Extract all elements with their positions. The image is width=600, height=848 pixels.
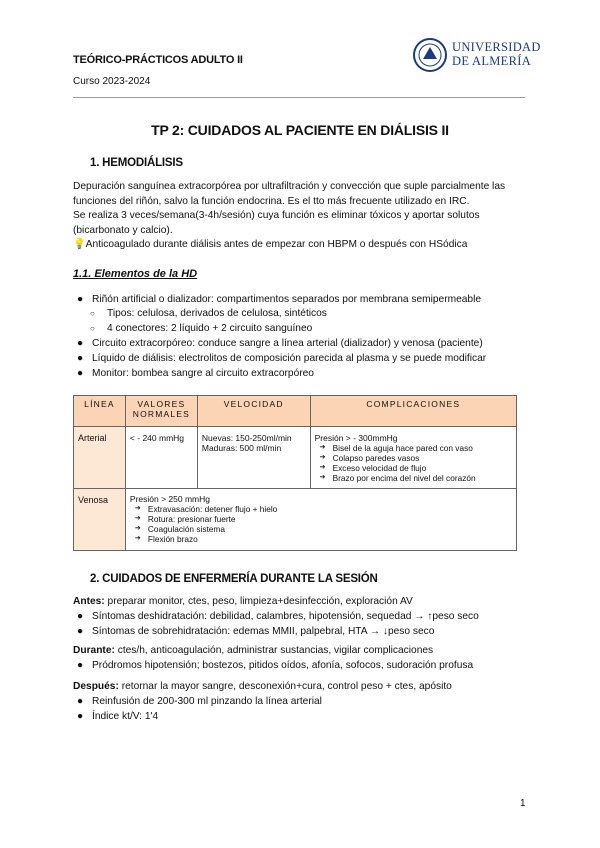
table-header-row: [74, 396, 517, 427]
paragraph-antes: [73, 595, 525, 610]
list-item: Síntomas de sobrehidratación: edemas MMII, palpebral, HTA → ↓peso seco: [92, 626, 435, 637]
list-item: ➔ Rotura: presionar fuerte: [130, 514, 512, 524]
bullet-icon: ○: [90, 324, 95, 333]
page-number: 1: [520, 798, 526, 809]
list-item: Pródromos hipotensión; bostezos, pitidos oídos, afonía, sofocos, sudoración profusa: [92, 660, 474, 671]
bullet-icon: ○: [90, 309, 95, 318]
column-header: VELOCIDAD: [197, 396, 310, 427]
complication-list: [315, 443, 512, 483]
list-item: Síntomas deshidratación: debilidad, calambres, hipotensión, sequedad → ↑peso seco: [92, 611, 479, 622]
table-cell: [197, 427, 310, 489]
section-heading-hemodialisis: 1. HEMODIÁLISIS: [90, 157, 183, 169]
table-row-venosa: [74, 489, 517, 551]
list-item: Líquido de diálisis: electrolitos de composición parecida al plasma y se puede modificar: [92, 353, 487, 364]
logo-line-1: UNIVERSIDAD: [452, 40, 541, 54]
despues-label: Después:: [73, 681, 119, 692]
bullet-icon: ●: [77, 353, 84, 364]
university-seal-icon: [412, 37, 448, 73]
bullet-icon: ●: [77, 294, 84, 305]
course-title: TEÓRICO-PRÁCTICOS ADULTO II: [73, 54, 243, 66]
anticoagulation-note: 💡Anticoagulado durante diálisis antes de empezar con HBPM o después con HSódica: [73, 239, 468, 250]
complication-title: Presión > 250 mmHg: [129, 494, 210, 504]
speed-new: Nuevas: 150-250ml/min: [201, 433, 292, 443]
table-cell: [310, 427, 516, 489]
paragraph-definition: Depuración sanguínea extracorpórea por ultrafiltración y convección que suple parcialmente las funciones del riñón, salvo la función endocrina. Es el tto más frecuente utilizado en IRC.: [73, 181, 506, 207]
list-item: ➔ Bisel de la aguja hace pared con vaso: [315, 443, 512, 453]
bullet-icon: ●: [77, 338, 84, 349]
university-logo: [412, 37, 541, 75]
durante-label: Durante:: [73, 645, 115, 656]
speed-mature: Maduras: 500 ml/min: [201, 443, 282, 453]
paragraph-durante: [73, 644, 525, 659]
list-item: ➔ Brazo por encima del nivel del corazón: [315, 473, 512, 483]
list-item: ➔ Colapso paredes vasos: [315, 453, 512, 463]
row-label: Arterial: [74, 427, 126, 489]
bullet-icon: ●: [77, 711, 84, 722]
paragraph-frequency: Se realiza 3 veces/semana(3-4h/sesión) cuya función es eliminar tóxicos y aportar solutos (bicarbonato y calcio).: [73, 210, 480, 236]
list-item: Índice kt/V: 1'4: [92, 711, 159, 722]
column-header: COMPLICACIONES: [310, 396, 516, 427]
list-item: Circuito extracorpóreo: conduce sangre a línea arterial (dializador) y venosa (paciente): [92, 338, 483, 349]
list-item: 4 conectores: 2 líquido + 2 circuito sanguíneo: [107, 323, 313, 334]
subsection-heading-elementos: 1.1. Elementos de la HD: [73, 268, 198, 280]
table-cell: [125, 489, 516, 551]
bullet-icon: ●: [77, 696, 84, 707]
antes-label: Antes:: [73, 596, 105, 607]
list-item: ➔ Extravasación: detener flujo + hielo: [130, 504, 512, 514]
column-header: VALORES NORMALES: [125, 396, 197, 427]
list-item: Riñón artificial o dializador: compartimentos separados por membrana semipermeable: [92, 294, 482, 305]
page-title: TP 2: CUIDADOS AL PACIENTE EN DIÁLISIS II: [151, 122, 449, 138]
paragraph-despues: [73, 680, 525, 695]
table-row-arterial: [74, 427, 517, 489]
column-header: LÍNEA: [74, 396, 126, 427]
bullet-icon: ●: [77, 611, 84, 622]
list-item: Tipos: celulosa, derivados de celulosa, sintéticos: [107, 308, 327, 319]
bullet-icon: ●: [77, 660, 84, 671]
section-heading-cuidados: 2. CUIDADOS DE ENFERMERÍA DURANTE LA SESIÓN: [90, 573, 378, 585]
complication-title: Presión > - 300mmHg: [314, 433, 398, 443]
course-year: Curso 2023-2024: [73, 76, 151, 87]
list-item: ➔ Flexión brazo: [130, 534, 512, 544]
hemodialysis-lines-table: [73, 395, 517, 551]
list-item: Reinfusión de 200-300 ml pinzando la línea arterial: [92, 696, 322, 707]
row-label: Venosa: [74, 489, 126, 551]
bullet-icon: ●: [77, 368, 84, 379]
list-item: Monitor: bombea sangre al circuito extracorpóreo: [92, 368, 314, 379]
header-divider: [73, 97, 525, 98]
logo-line-2: DE ALMERÍA: [452, 54, 532, 68]
despues-text: retornar la mayor sangre, desconexión+cura, control peso + ctes, apósito: [118, 681, 452, 692]
bullet-icon: ●: [77, 626, 84, 637]
complication-list: [130, 504, 512, 544]
list-item: ➔ Coagulación sistema: [130, 524, 512, 534]
antes-text: preparar monitor, ctes, peso, limpieza+desinfección, exploración AV: [104, 596, 413, 607]
durante-text: ctes/h, anticoagulación, administrar sustancias, vigilar complicaciones: [114, 645, 434, 656]
table-cell: < - 240 mmHg: [125, 427, 197, 489]
list-item: ➔ Exceso velocidad de flujo: [315, 463, 512, 473]
